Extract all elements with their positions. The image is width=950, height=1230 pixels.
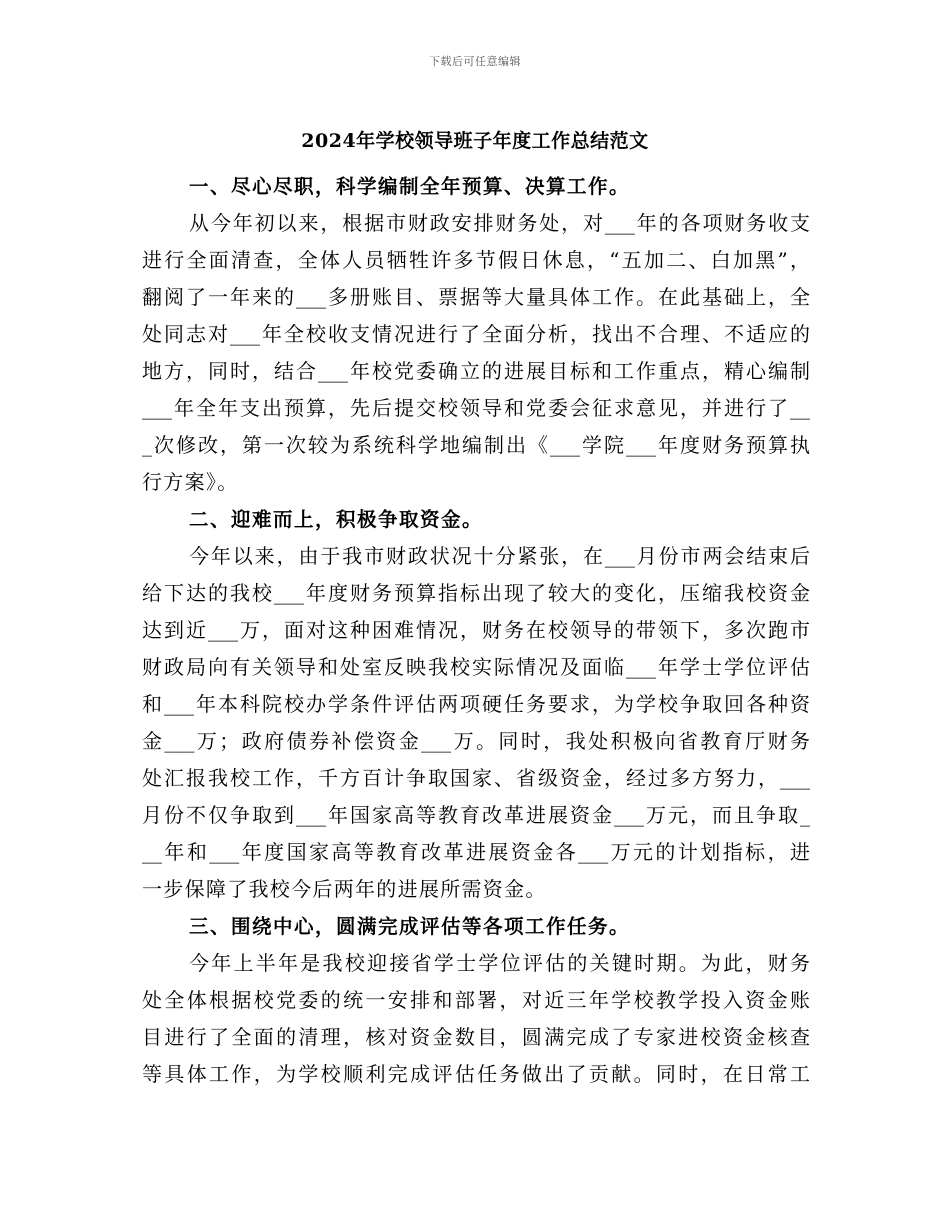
paragraph-line: 翻阅了一年来的___多册账目、票据等大量具体工作。在此基础上，全 — [142, 285, 810, 309]
paragraph-line: 进行全面清查，全体人员牺牲许多节假日休息，“五加二、白加黑”， — [142, 248, 810, 272]
section-1 — [142, 168, 810, 501]
section-paragraph — [142, 538, 810, 908]
section-heading: 三、围绕中心，圆满完成评估等各项工作任务。 — [189, 915, 631, 938]
section-heading: 一、尽心尽职，科学编制全年预算、决算工作。 — [189, 175, 631, 198]
paragraph-line: _次修改，第一次较为系统科学地编制出《___学院___年度财务预算执 — [142, 433, 810, 457]
section-heading: 二、迎难而上，积极争取资金。 — [189, 508, 484, 531]
paragraph-line: 地方，同时，结合___年校党委确立的进展目标和工作重点，精心编制 — [142, 359, 810, 383]
paragraph-line: 今年上半年是我校迎接省学士学位评估的关键时期。为此，财务 — [189, 951, 810, 975]
document-body — [142, 168, 810, 1093]
paragraph-line: 处汇报我校工作，千方百计争取国家、省级资金，经过多方努力，___ — [142, 766, 810, 790]
paragraph-line: ___年全年支出预算，先后提交校领导和党委会征求意见，并进行了__ — [142, 396, 810, 420]
paragraph-line: 处同志对___年全校收支情况进行了全面分析，找出不合理、不适应的 — [142, 322, 810, 346]
paragraph-line: 处全体根据校党委的统一安排和部署，对近三年学校教学投入资金账 — [142, 988, 810, 1012]
paragraph-line: 月份不仅争取到___年国家高等教育改革进展资金___万元，而且争取_ — [142, 803, 810, 827]
section-2 — [142, 501, 810, 908]
paragraph-line: 等具体工作，为学校顺利完成评估任务做出了贡献。同时，在日常工 — [142, 1062, 810, 1086]
section-paragraph — [142, 945, 810, 1093]
paragraph-line: 财政局向有关领导和处室反映我校实际情况及面临___年学士学位评估 — [142, 655, 810, 679]
paragraph-line: 给下达的我校___年度财务预算指标出现了较大的变化，压缩我校资金 — [142, 581, 810, 605]
section-3 — [142, 908, 810, 1093]
section-paragraph — [142, 205, 810, 501]
paragraph-line: 行方案》。 — [142, 470, 239, 494]
paragraph-line: 一步保障了我校今后两年的进展所需资金。 — [142, 877, 547, 901]
paragraph-line: __年和___年度国家高等教育改革进展资金各___万元的计划指标，进 — [142, 840, 810, 864]
paragraph-line: 目进行了全面的清理，核对资金数目，圆满完成了专家进校资金核查 — [142, 1025, 810, 1049]
paragraph-line: 金___万；政府债券补偿资金___万。同时，我处积极向省教育厅财务 — [142, 729, 810, 753]
document-title: 2024年学校领导班子年度工作总结范文 — [301, 130, 649, 152]
paragraph-line: 今年以来，由于我市财政状况十分紧张，在___月份市两会结束后 — [189, 544, 810, 568]
paragraph-line: 从今年初以来，根据市财政安排财务处，对___年的各项财务收支 — [189, 211, 810, 235]
page-header-note: 下载后可任意编辑 — [429, 55, 521, 68]
paragraph-line: 和___年本科院校办学条件评估两项硬任务要求，为学校争取回各种资 — [142, 692, 810, 716]
paragraph-line: 达到近___万，面对这种困难情况，财务在校领导的带领下，多次跑市 — [142, 618, 810, 642]
